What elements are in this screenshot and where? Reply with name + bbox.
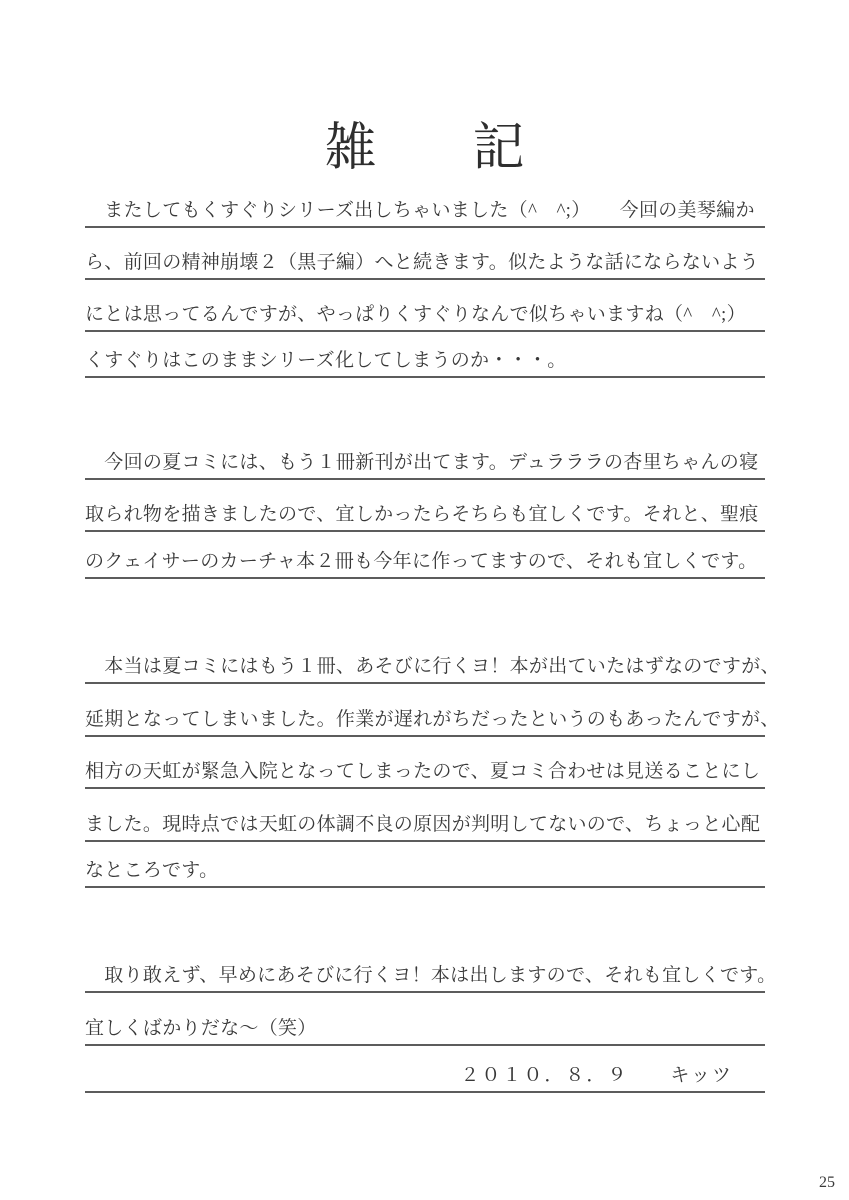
text-line: くすぐりはこのままシリーズ化してしまうのか・・・。 bbox=[85, 332, 765, 378]
page-number: 25 bbox=[819, 1174, 835, 1191]
page-title bbox=[0, 119, 849, 177]
text-line: またしてもくすぐりシリーズ出しちゃいました（^ ^;） 今回の美琴編か bbox=[85, 182, 765, 228]
text-line: なところです。 bbox=[85, 842, 765, 888]
text-line: 延期となってしまいました。作業が遅れがちだったというのもあったんですが、 bbox=[85, 691, 765, 737]
text-line: 相方の天虹が緊急入院となってしまったので、夏コミ合わせは見送ることにし bbox=[85, 743, 765, 789]
text-line: にとは思ってるんですが、やっぱりくすぐりなんで似ちゃいますね（^ ^;） bbox=[85, 286, 765, 332]
title-char-1: 雑 bbox=[324, 119, 377, 177]
text-line: ました。現時点では天虹の体調不良の原因が判明してないので、ちょっと心配 bbox=[85, 796, 765, 842]
text-line: 取り敢えず、早めにあそびに行くヨ！本は出しますので、それも宜しくです。 bbox=[85, 947, 765, 993]
text-line: 宜しくばかりだな～（笑） bbox=[85, 1000, 765, 1046]
text-line: ら、前回の精神崩壊２（黒子編）へと続きます。似たような話にならないよう bbox=[85, 234, 765, 280]
text-line: 今回の夏コミには、もう１冊新刊が出てます。デュラララの杏里ちゃんの寝 bbox=[85, 434, 765, 480]
text-line: のクェイサーのカーチャ本２冊も今年に作ってますので、それも宜しくです。 bbox=[85, 533, 765, 579]
signature-line: ２０１０．８．９ キッツ bbox=[85, 1047, 765, 1093]
text-line: 取られ物を描きましたので、宜しかったらそちらも宜しくです。それと、聖痕 bbox=[85, 486, 765, 532]
title-char-2: 記 bbox=[472, 119, 525, 177]
text-line: 本当は夏コミにはもう１冊、あそびに行くヨ！本が出ていたはずなのですが、 bbox=[85, 638, 765, 684]
